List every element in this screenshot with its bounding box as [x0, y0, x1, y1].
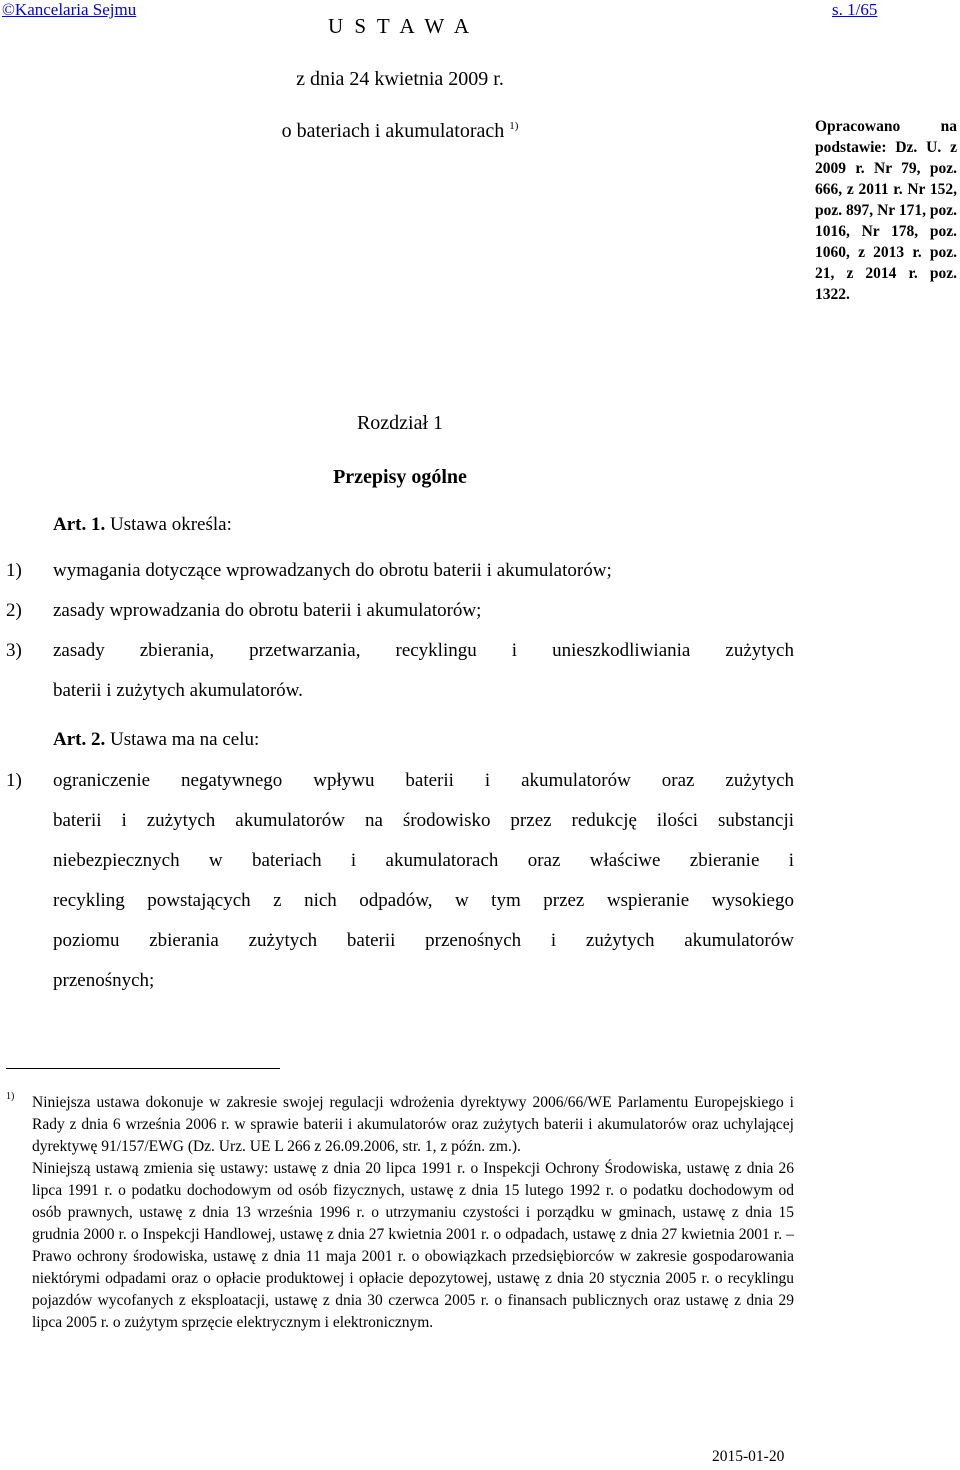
item-text: wymagania dotyczące wprowadzanych do obrotu baterii i akumulatorów; — [53, 560, 612, 581]
article-2-intro: Ustawa ma na celu: — [109, 729, 260, 750]
footer-date: 2015-01-20 — [712, 1448, 785, 1465]
item-text — [53, 770, 794, 1010]
footnote-body — [32, 1092, 794, 1334]
item-text-line: przenośnych; — [53, 970, 155, 991]
chapter-name: Przepisy ogólne — [333, 466, 467, 488]
item-number: 2) — [6, 600, 22, 621]
footnote-ref[interactable]: 1) — [509, 120, 519, 132]
article-1-heading — [53, 514, 232, 536]
item-text-line: baterii i zużytych akumulatorów na środowisko przez redukcję ilości substancji — [53, 810, 794, 831]
item-text-line: poziomu zbierania zużytych baterii przenośnych i zużytych akumulatorów — [53, 930, 794, 951]
act-title: U S T A W A — [327, 14, 473, 38]
act-subject — [180, 120, 620, 143]
footnote-mark: 1) — [6, 1091, 15, 1102]
item-text-line: niebezpiecznych w bateriach i akumulatorach oraz właściwe zbieranie i — [53, 850, 794, 871]
item-number: 3) — [6, 640, 22, 661]
article-2-label: Art. 2. — [53, 729, 106, 750]
item-number: 1) — [6, 770, 22, 791]
article-1-intro: Ustawa określa: — [109, 514, 232, 535]
item-text-line: recykling powstających z nich odpadów, w tym przez wspieranie wysokiego — [53, 890, 794, 911]
act-subject-text: o bateriach i akumulatorach — [281, 120, 505, 142]
act-date: z dnia 24 kwietnia 2009 r. — [296, 68, 504, 90]
item-text: zasady wprowadzania do obrotu baterii i akumulatorów; — [53, 600, 482, 621]
item-text-line: baterii i zużytych akumulatorów. — [53, 680, 303, 701]
footnote-separator — [6, 1068, 280, 1069]
item-number: 1) — [6, 560, 22, 581]
footnote-paragraph-1: Niniejsza ustawa dokonuje w zakresie swojej regulacji wdrożenia dyrektywy 2006/66/WE Parlamentu Europejskiego i Rady z dnia 6 września 2006 r. w sprawie baterii i akumulatorów oraz zużytych baterii i akumulatorów oraz uchylającej dyrektywę 91/157/EWG (Dz. Urz. UE L 266 z 26.09.2006, str. 1, z późn. zm.). — [32, 1094, 794, 1155]
header-source-link[interactable]: ©Kancelaria Sejmu — [2, 0, 137, 19]
item-text — [53, 640, 794, 720]
source-note-text: Opracowano na podstawie: Dz. U. z 2009 r. Nr 79, poz. 666, z 2011 r. Nr 152, poz. 897, Nr 171, poz. 1016, Nr 178, poz. 1060, z 2013 r. poz. 21, z 2014 r. poz. 1322. — [815, 118, 957, 303]
footnote-paragraph-2: Niniejszą ustawą zmienia się ustawy: ustawę z dnia 20 lipca 1991 r. o Inspekcji Ochrony Środowiska, ustawę z dnia 26 lipca 1991 r. o podatku dochodowym od osób fizycznych, ustawę z dnia 15 lutego 1992 r. o podatku dochodowym od osób prawnych, ustawę z dnia 13 września 1996 r. o utrzymaniu czystości i porządku w gminach, ustawę z dnia 15 grudnia 2000 r. o Inspekcji Handlowej, ustawę z dnia 27 kwietnia 2001 r. o odpadach, ustawę z dnia 27 kwietnia 2001 r. – Prawo ochrony środowiska, ustawę z dnia 11 maja 2001 r. o obowiązkach przedsiębiorców w zakresie gospodarowania niektórymi odpadami oraz o opłacie produktowej i opłacie depozytowej, ustawę z dnia 20 stycznia 2005 r. o recyklingu pojazdów wycofanych z eksploatacji, ustawę z dnia 30 czerwca 2005 r. o finansach publicznych oraz ustawę z dnia 29 lipca 2005 r. o zużytym sprzęcie elektrycznym i elektronicznym. — [32, 1160, 794, 1331]
header-page-number[interactable]: s. 1/65 — [832, 0, 878, 19]
chapter-number: Rozdział 1 — [356, 412, 444, 434]
item-text-line: ograniczenie negatywnego wpływu baterii i akumulatorów oraz zużytych — [53, 770, 794, 791]
article-1-label: Art. 1. — [53, 514, 106, 535]
source-note — [815, 116, 957, 305]
item-text-line: zasady zbierania, przetwarzania, recyklingu i unieszkodliwiania zużytych — [53, 640, 794, 661]
article-2-heading — [53, 729, 259, 751]
